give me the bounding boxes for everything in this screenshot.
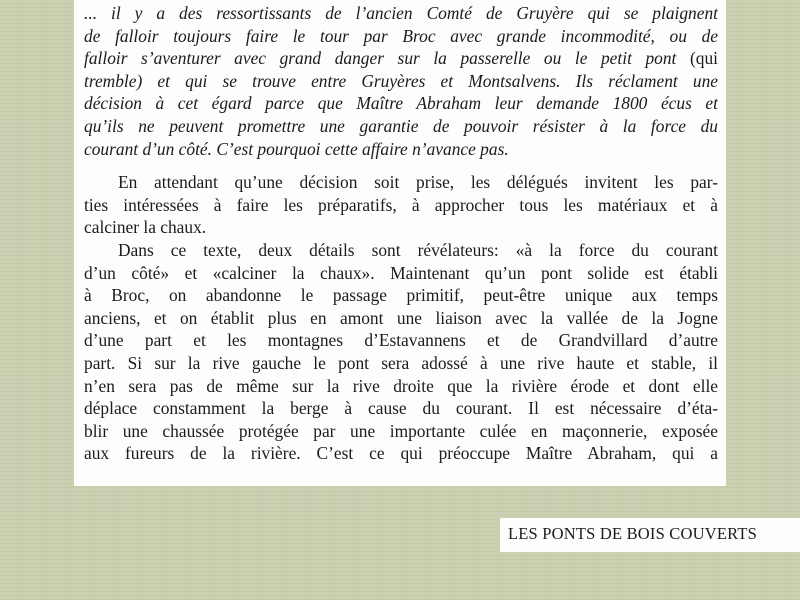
paragraph-line: ties intéressées à faire les préparatifs, à approcher tous les matériaux et à bbox=[84, 194, 718, 215]
paragraph-line: Dans ce texte, deux détails sont révélateurs: «à la force du courant bbox=[118, 239, 718, 260]
quote-line-text: falloir s’aventurer avec grand danger sur la passerelle ou le petit pont bbox=[84, 48, 677, 69]
paragraph-line: aux fureurs de la rivière. C’est ce qui préoccupe Maître Abraham, qui a bbox=[84, 443, 718, 464]
paragraph-line: part. Si sur la rive gauche le pont sera adossé à une rive haute et stable, il bbox=[84, 352, 718, 373]
paragraph-line: En attendant qu’une décision soit prise, les délégués invitent les par- bbox=[118, 172, 718, 193]
paragraph-1 bbox=[84, 171, 718, 239]
quote-line-tail: (qui bbox=[689, 48, 718, 69]
italic-quote bbox=[84, 2, 718, 160]
quote-line: ... il y a des ressortissants de l’ancien Comté de Gruyère qui se plaignent bbox=[84, 3, 718, 23]
book-caption: LES PONTS DE BOIS COUVERTS bbox=[500, 518, 800, 552]
paragraph-line: d’un côté» et «calciner la chaux». Maintenant qu’un pont solide est établi bbox=[84, 262, 718, 283]
paragraph-line: à Broc, on abandonne le passage primitif, peut-être unique aux temps bbox=[84, 285, 718, 306]
quote-line: tremble) et qui se trouve entre Gruyères et Montsalvens. Ils réclament une bbox=[84, 70, 718, 91]
paragraph-line: n’en sera pas de même sur la rive droite que la rivière érode et dont elle bbox=[84, 375, 718, 396]
quote-line: qu’ils ne peuvent promettre une garantie de pouvoir résister à la force du bbox=[84, 115, 718, 136]
quote-line: courant d’un côté. C’est pourquoi cette affaire n’avance pas. bbox=[84, 138, 509, 159]
paragraph-line: déplace constamment la berge à cause du courant. Il est nécessaire d’éta- bbox=[84, 398, 718, 419]
quote-line: décision à cet égard parce que Maître Abraham leur demande 1800 écus et bbox=[84, 93, 718, 114]
paragraph-2 bbox=[84, 239, 718, 465]
paragraph-line: blir une chaussée protégée par une importante culée en maçonnerie, exposée bbox=[84, 420, 718, 441]
quote-line bbox=[84, 47, 718, 70]
paragraph-gap bbox=[84, 160, 718, 171]
paragraph-line: anciens, et on établit plus en amont une liaison avec la vallée de la Jogne bbox=[84, 307, 718, 328]
quote-line: de falloir toujours faire le tour par Broc avec grande incommodité, ou de bbox=[84, 25, 718, 46]
paragraph-line: calciner la chaux. bbox=[84, 217, 207, 238]
book-page bbox=[74, 0, 726, 486]
paragraph-line: d’une part et les montagnes d’Estavannens et de Grandvillard d’autre bbox=[84, 330, 718, 351]
